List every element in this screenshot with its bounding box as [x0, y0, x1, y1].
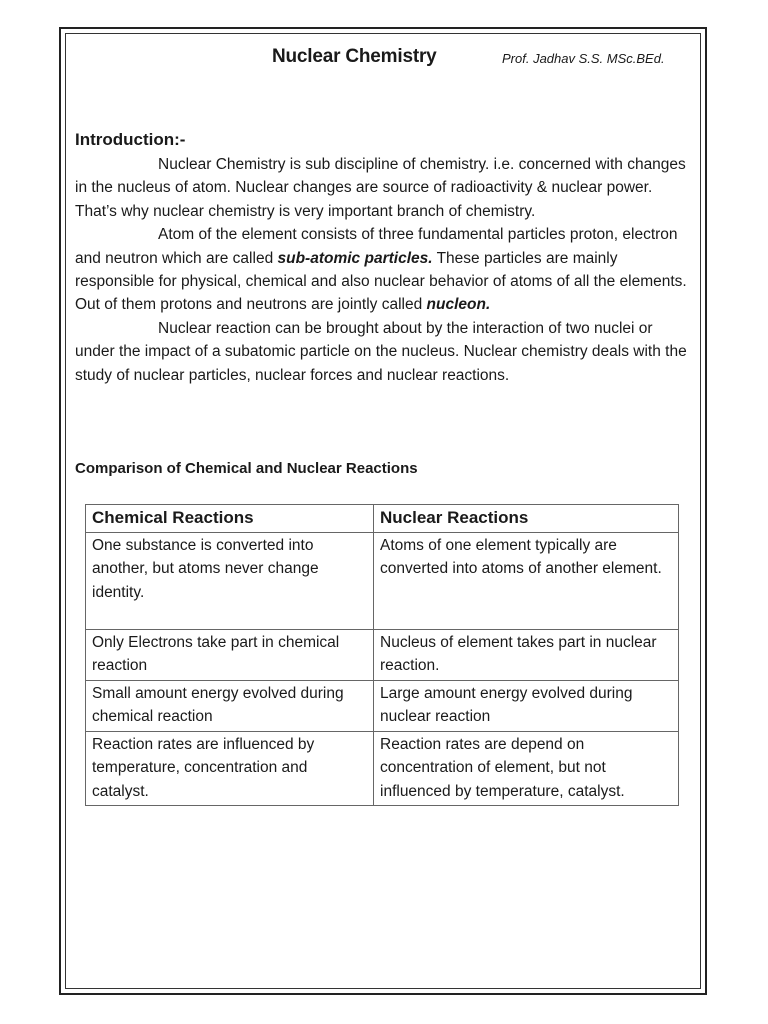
introduction-heading: Introduction:- — [75, 130, 186, 149]
table-cell-chemical: Only Electrons take part in chemical reaction — [86, 630, 374, 681]
author-credit: Prof. Jadhav S.S. MSc.BEd. — [502, 51, 665, 66]
column-header-chemical: Chemical Reactions — [86, 505, 374, 533]
subatomic-particles-term: sub-atomic particles. — [277, 249, 433, 267]
table-cell-nuclear: Atoms of one element typically are converted into atoms of another element. — [374, 533, 679, 630]
table-cell-nuclear: Nucleus of element takes part in nuclear reaction. — [374, 630, 679, 681]
table-header-row — [86, 505, 679, 533]
table-cell-chemical: Reaction rates are influenced by temperature, concentration and catalyst. — [86, 732, 374, 806]
nucleon-term: nucleon. — [426, 296, 491, 314]
comparison-heading: Comparison of Chemical and Nuclear Reactions — [75, 460, 418, 477]
intro-paragraph-2-text-a: Atom of the element consists of three fundamental particles proton, electron and neutron which are called — [75, 226, 678, 267]
table-row — [86, 533, 679, 630]
introduction-body — [75, 153, 690, 387]
intro-paragraph-2 — [75, 223, 690, 317]
intro-paragraph-1: Nuclear Chemistry is sub discipline of chemistry. i.e. concerned with changes in the nucleus of atom. Nuclear changes are source of radioactivity & nuclear power. That’s why nuclear chemistry is very important branch of chemistry. — [75, 156, 686, 220]
intro-paragraph-3: Nuclear reaction can be brought about by the interaction of two nuclei or under the impact of a subatomic particle on the nucleus. Nuclear chemistry deals with the study of nuclear particles, nuclear forces and nuclear reactions. — [75, 319, 687, 384]
table-cell-nuclear: Large amount energy evolved during nuclear reaction — [374, 681, 679, 732]
document-title: Nuclear Chemistry — [272, 46, 437, 67]
column-header-nuclear: Nuclear Reactions — [374, 505, 679, 533]
table-cell-chemical: Small amount energy evolved during chemical reaction — [86, 681, 374, 732]
table-row — [86, 681, 679, 732]
table-cell-nuclear: Reaction rates are depend on concentration of element, but not influenced by temperature, catalyst. — [374, 732, 679, 806]
table-row — [86, 630, 679, 681]
page-header — [0, 44, 768, 74]
comparison-table — [85, 504, 679, 806]
table-row — [86, 732, 679, 806]
table-cell-chemical: One substance is converted into another, but atoms never change identity. — [86, 533, 374, 630]
intro-paragraph-2-text-b: These particles are mainly responsible for physical, chemical and also nuclear behavior of atoms of all the elements. Out of them protons and neutrons are jointly called — [75, 249, 687, 314]
